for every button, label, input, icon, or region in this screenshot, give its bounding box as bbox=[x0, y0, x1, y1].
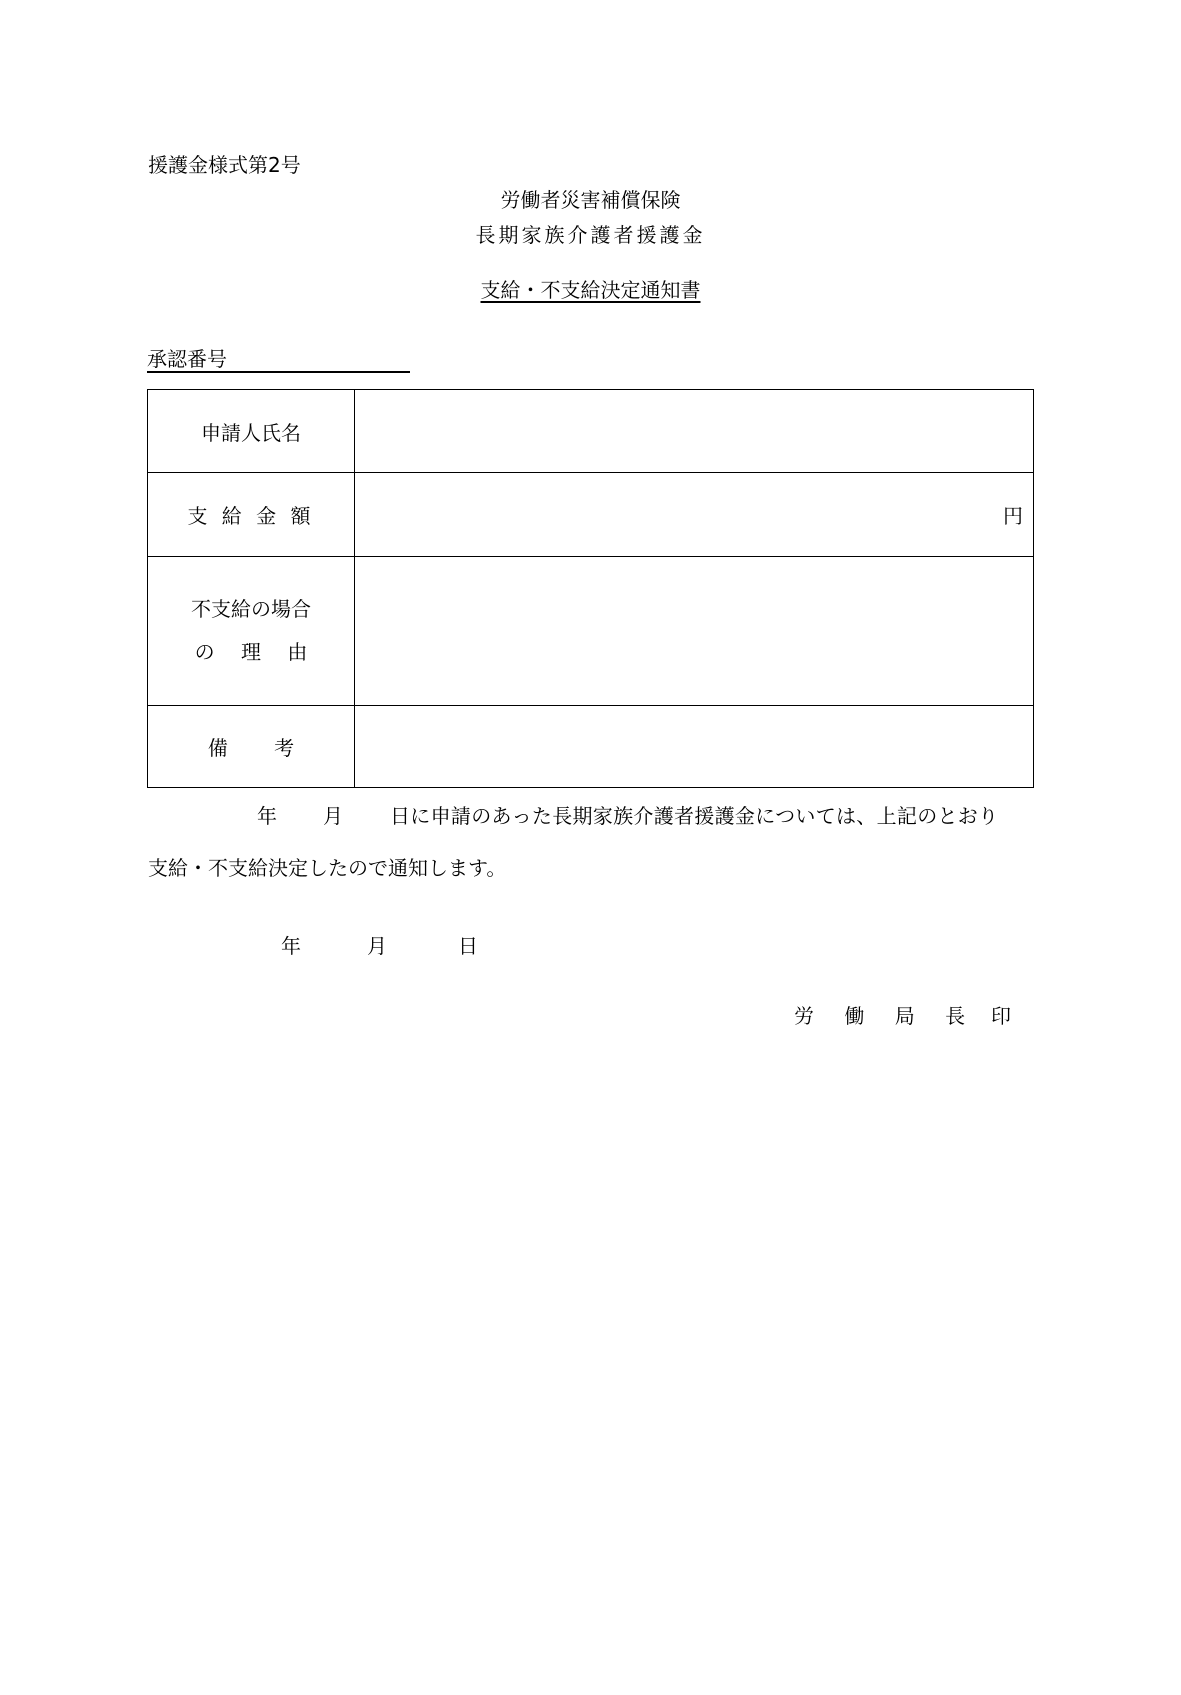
table-row bbox=[148, 706, 1034, 788]
form-number: 援護金様式第2号 bbox=[148, 153, 301, 177]
approval-number-field bbox=[147, 347, 410, 373]
body-line-2: 支給・不支給決定したので通知します。 bbox=[148, 856, 507, 880]
non-payment-reason-label bbox=[148, 557, 355, 706]
date-year: 年 bbox=[281, 934, 301, 958]
body-month: 月 bbox=[323, 804, 343, 828]
title-line-2: 長期家族介護者援護金 bbox=[475, 223, 706, 247]
remarks-label: 備 考 bbox=[148, 706, 355, 788]
title-line-1: 労働者災害補償保険 bbox=[500, 188, 681, 212]
date-day: 日 bbox=[458, 934, 478, 958]
table-row bbox=[148, 557, 1034, 706]
table-row bbox=[148, 390, 1034, 473]
label-line: の 理 由 bbox=[194, 640, 308, 664]
body-line-1: 日に申請のあった長期家族介護者援護金については、上記のとおり bbox=[390, 804, 999, 828]
label-line: 不支給の場合 bbox=[191, 597, 311, 621]
applicant-name-label: 申請人氏名 bbox=[148, 390, 355, 473]
seal-mark: 印 bbox=[991, 1004, 1011, 1028]
yen-unit: 円 bbox=[1003, 504, 1023, 528]
body-year: 年 bbox=[257, 804, 277, 828]
date-month: 月 bbox=[367, 934, 387, 958]
approval-number-label: 承認番号 bbox=[147, 347, 227, 371]
remarks-value[interactable] bbox=[355, 706, 1034, 788]
applicant-name-value[interactable] bbox=[355, 390, 1034, 473]
document-title: 支給・不支給決定通知書 bbox=[480, 278, 701, 302]
decision-table bbox=[147, 389, 1034, 788]
issuer: 労 働 局 長 bbox=[794, 1004, 978, 1028]
payment-amount-value[interactable] bbox=[355, 473, 1034, 557]
table-row bbox=[148, 473, 1034, 557]
payment-amount-label: 支 給 金 額 bbox=[148, 473, 355, 557]
non-payment-reason-value[interactable] bbox=[355, 557, 1034, 706]
